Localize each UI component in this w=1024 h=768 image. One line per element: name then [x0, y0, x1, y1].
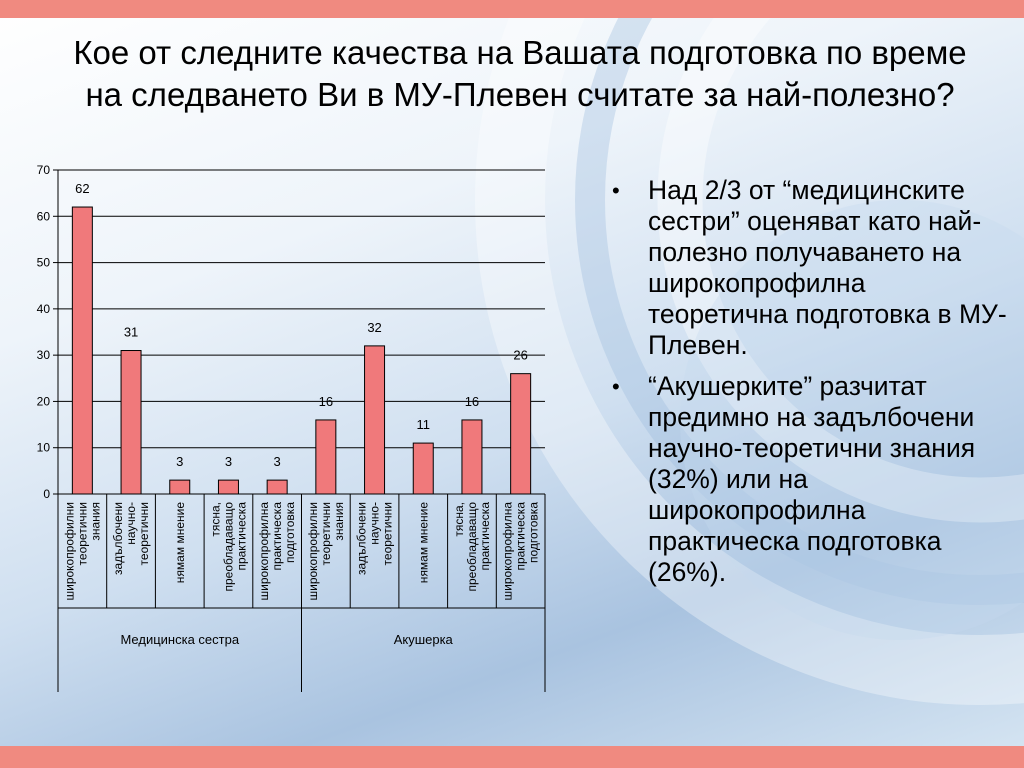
category-label-line: преобладаващо [221, 502, 236, 592]
bar [121, 351, 141, 494]
category-label-line: тясна, [208, 502, 223, 537]
bar [511, 374, 531, 494]
data-label: 31 [123, 324, 139, 340]
category-label [416, 502, 430, 584]
category-label-line: широкопрофилна [500, 502, 515, 601]
y-tick-label: 10 [36, 440, 50, 455]
data-label: 16 [464, 393, 480, 409]
data-label: 32 [367, 319, 382, 335]
bullet-item [608, 175, 1008, 361]
data-label: 3 [224, 454, 233, 470]
bullet-list [608, 175, 1008, 598]
category-label [208, 502, 248, 592]
y-tick-label: 50 [36, 255, 50, 270]
bullet-item [608, 371, 1008, 588]
bar [462, 420, 482, 494]
category-label-line: практическа [477, 502, 492, 571]
group-label: Медицинска сестра [120, 632, 240, 647]
data-label: 11 [416, 417, 430, 433]
bar [72, 207, 92, 494]
category-label-line: широкопрофилни [62, 502, 77, 601]
y-tick-label: 70 [36, 163, 50, 177]
category-label-line: задълбочени [354, 502, 369, 575]
category-label [501, 502, 541, 601]
data-label: 3 [273, 454, 281, 470]
bar [170, 480, 190, 494]
bullet-icon: • [612, 178, 620, 203]
bullet-text: Над 2/3 от “медицинските сестри” оценяват като най-полезно получаването на широкопрофилна теоретична подготовка в МУ-Плевен. [648, 175, 1007, 360]
category-label [111, 502, 151, 575]
category-label [173, 502, 187, 584]
bar [413, 443, 433, 494]
y-tick-label: 30 [36, 348, 50, 363]
category-label-line: задълбочени [111, 502, 126, 575]
category-label [452, 502, 492, 592]
category-label-line: практическа [234, 502, 249, 571]
category-label-line: теоретични [137, 502, 152, 566]
bar [365, 346, 385, 494]
category-label-line: теоретични [318, 502, 333, 566]
category-label-line: знания [88, 502, 103, 541]
data-label: 3 [176, 454, 184, 470]
chart-svg [25, 158, 565, 698]
bar [316, 420, 336, 494]
y-tick-label: 60 [36, 209, 50, 224]
category-label-line: нямам мнение [172, 502, 187, 584]
category-label-line: теоретични [75, 502, 90, 566]
y-tick-label: 40 [36, 301, 50, 316]
category-label-line: теоретични [380, 502, 395, 566]
bullet-text: “Акушерките” разчитат предимно на задълбочени научно-теоретични знания (32%) или на широкопрофилна практическа подготовка (26%). [648, 371, 976, 587]
category-label-line: преобладаващо [464, 502, 479, 592]
y-tick-label: 0 [43, 487, 50, 501]
category-label [306, 502, 346, 601]
data-label: 62 [75, 181, 90, 197]
top-accent-band [0, 0, 1024, 18]
category-label-line: широкопрофилни [305, 502, 320, 601]
category-label-line: подготовка [283, 502, 298, 564]
category-label-line: подготовка [526, 502, 541, 564]
category-label [355, 502, 395, 575]
category-label-line: научно- [367, 502, 382, 545]
bottom-accent-band [0, 746, 1024, 768]
group-label: Акушерка [393, 632, 453, 647]
category-label-line: нямам мнение [416, 502, 431, 584]
category-label [62, 502, 102, 601]
category-label-line: широкопрофилна [257, 502, 272, 601]
bar [218, 480, 238, 494]
category-label-line: практическа [513, 502, 528, 571]
bullet-icon: • [612, 374, 620, 399]
category-label-line: научно- [124, 502, 139, 545]
category-label [257, 502, 297, 601]
bar [267, 480, 287, 494]
y-tick-label: 20 [36, 394, 50, 409]
data-label: 16 [318, 393, 334, 409]
data-label: 26 [513, 347, 528, 363]
category-label-line: практическа [270, 502, 285, 571]
category-label-line: тясна, [451, 502, 466, 537]
slide-title: Кое от следните качества на Вашата подготовка по време на следването Ви в МУ-Плевен считате за най-полезно? [73, 34, 967, 113]
bar-chart [25, 158, 565, 698]
category-label-line: знания [331, 502, 346, 541]
